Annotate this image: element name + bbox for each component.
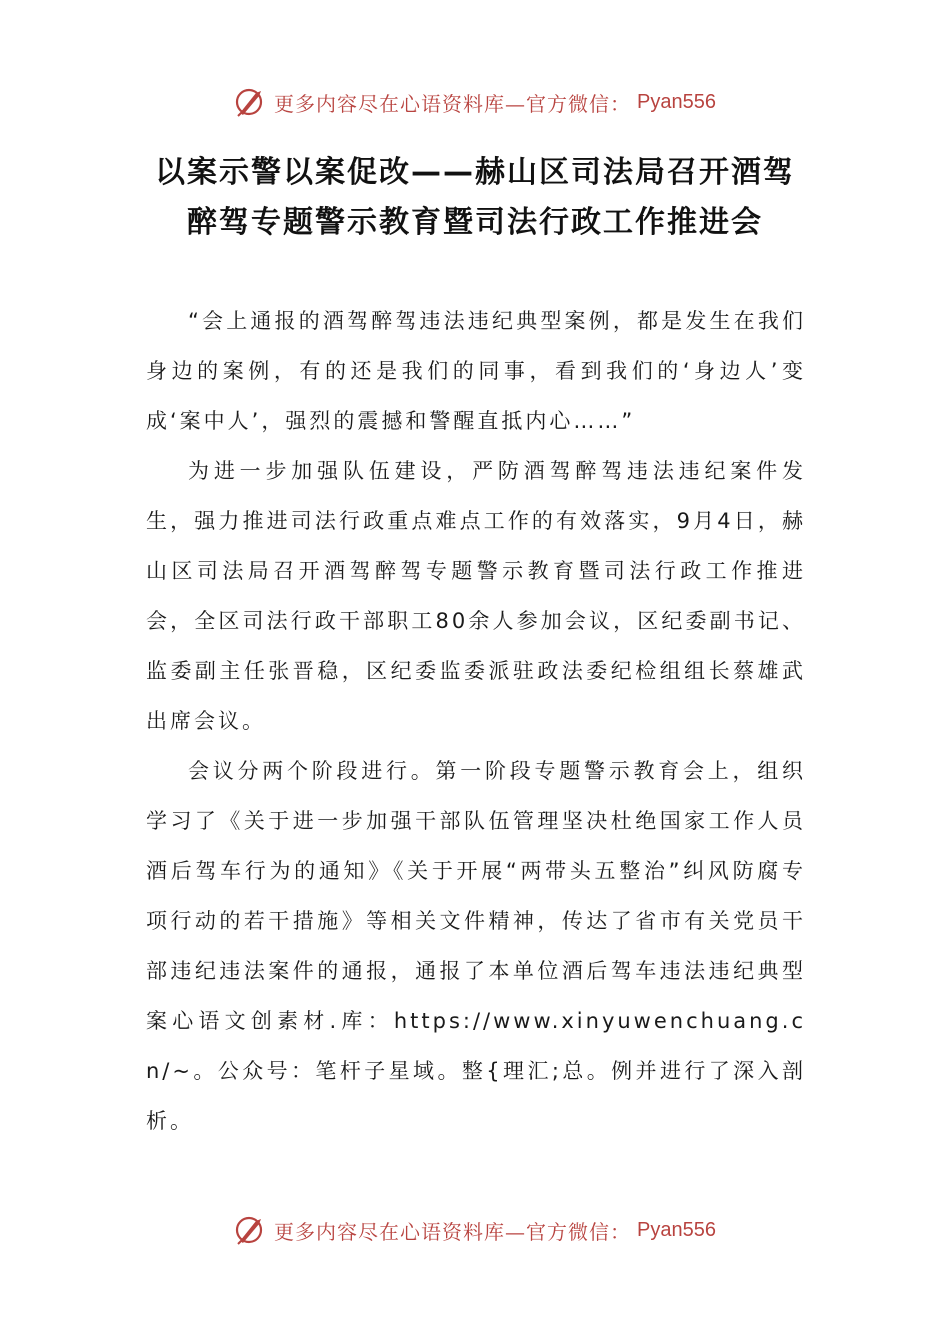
footer-banner	[0, 1210, 950, 1250]
pen-circle-logo-icon	[234, 85, 268, 119]
paragraph-meeting: 会议分两个阶段进行。第一阶段专题警示教育会上，组织学习了《关于进一步加强干部队伍管理坚决杜绝国家工作人员酒后驾车行为的通知》《关于开展“两带头五整治”纠风防腐专项行动的若干措施》等相关文件精神，传达了省市有关党员干部违纪违法案件的通报，通报了本单位酒后驾车违法违纪典型案心语文创素材.库：https://www.xinyuwenchuang.cn/~。公众号：笔杆子星域。整{理汇;总。例并进行了深入剖析。	[146, 759, 806, 1133]
footer-banner-text: 更多内容尽在心语资料库—官方微信：	[274, 1219, 632, 1244]
article-body	[146, 296, 806, 1146]
header-banner	[0, 82, 950, 122]
article-title: 以案示警以案促改——赫山区司法局召开酒驾醉驾专题警示教育暨司法行政工作推进会	[155, 155, 795, 240]
paragraph-background: 为进一步加强队伍建设，严防酒驾醉驾违法违纪案件发生，强力推进司法行政重点难点工作的有效落实，9月4日，赫山区司法局召开酒驾醉驾专题警示教育暨司法行政工作推进会，全区司法行政干部职工80余人参加会议，区纪委副书记、监委副主任张晋稳，区纪委监委派驻政法委纪检组组长蔡雄武出席会议。	[146, 459, 806, 733]
header-banner-text: 更多内容尽在心语资料库—官方微信：	[274, 91, 632, 116]
pen-circle-logo-icon	[234, 1213, 268, 1247]
header-banner-handle: Pyan556	[637, 90, 716, 113]
footer-banner-handle: Pyan556	[637, 1218, 716, 1241]
paragraph-quote: “会上通报的酒驾醉驾违法违纪典型案例，都是发生在我们身边的案例，有的还是我们的同事，看到我们的‘身边人’变成‘案中人’，强烈的震撼和警醒直抵内心……”	[146, 309, 806, 433]
